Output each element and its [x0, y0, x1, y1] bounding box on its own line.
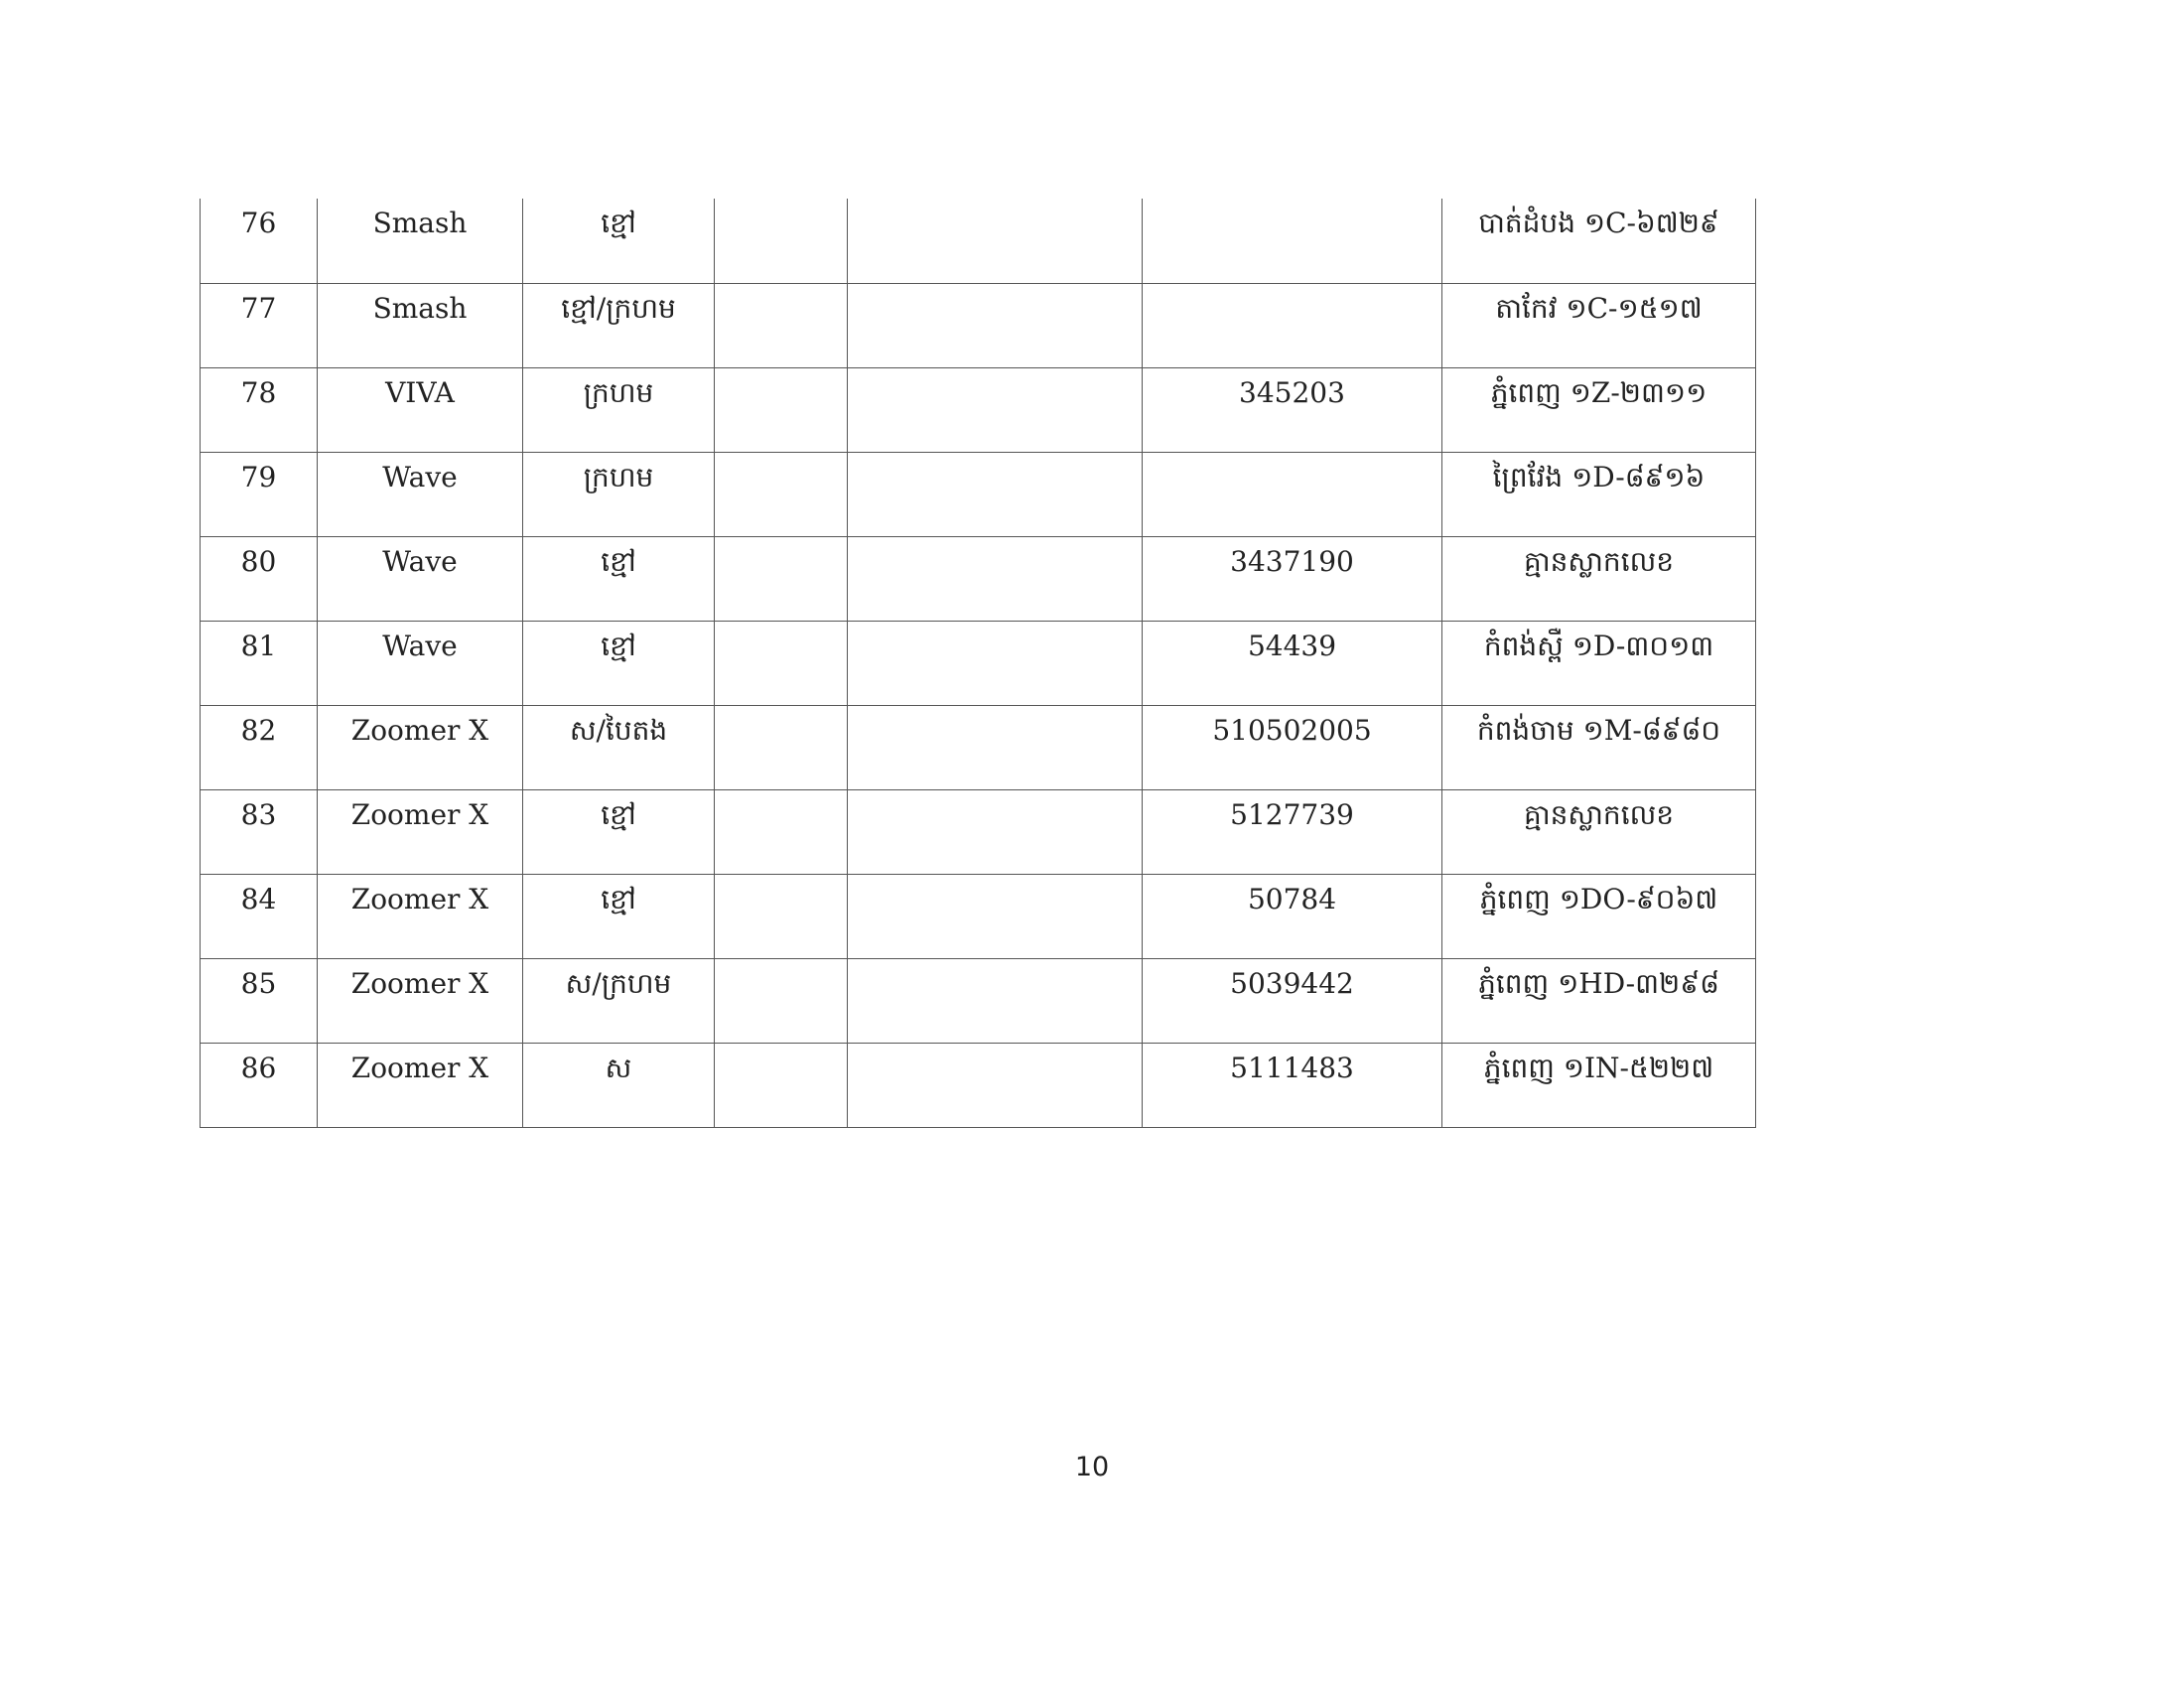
cell-serial-number: 5039442	[1143, 958, 1442, 1043]
cell-model: Zoomer X	[318, 705, 523, 789]
cell-color: ស/បៃតង	[523, 705, 715, 789]
cell-color: ខ្មៅ	[523, 874, 715, 958]
cell-blank-b	[848, 536, 1143, 621]
cell-color: ខ្មៅ/ក្រហម	[523, 283, 715, 367]
cell-plate: កំពង់ចាម ១M-៨៩៨០	[1442, 705, 1756, 789]
table-row	[201, 705, 1756, 789]
cell-blank-b	[848, 199, 1143, 283]
cell-number: 77	[201, 283, 318, 367]
cell-plate: ព្រៃវែង ១D-៨៩១៦	[1442, 452, 1756, 536]
cell-blank-a	[715, 199, 848, 283]
cell-number: 83	[201, 789, 318, 874]
cell-blank-a	[715, 789, 848, 874]
cell-blank-a	[715, 283, 848, 367]
cell-plate: គ្មានស្លាកលេខ	[1442, 789, 1756, 874]
cell-plate: ភ្នំពេញ ១HD-៣២៩៨	[1442, 958, 1756, 1043]
cell-model: Smash	[318, 283, 523, 367]
cell-blank-a	[715, 705, 848, 789]
cell-blank-a	[715, 958, 848, 1043]
cell-blank-a	[715, 452, 848, 536]
cell-plate: កំពង់ស្ពឺ ១D-៣០១៣	[1442, 621, 1756, 705]
cell-color: ស	[523, 1043, 715, 1127]
cell-color: ខ្មៅ	[523, 789, 715, 874]
table-row	[201, 452, 1756, 536]
cell-blank-b	[848, 621, 1143, 705]
cell-blank-a	[715, 1043, 848, 1127]
cell-blank-b	[848, 283, 1143, 367]
page-number: 10	[1074, 1452, 1110, 1482]
cell-color: ក្រហម	[523, 367, 715, 452]
cell-number: 80	[201, 536, 318, 621]
cell-plate: បាត់ដំបង ១C-៦៧២៩	[1442, 199, 1756, 283]
cell-model: Wave	[318, 621, 523, 705]
cell-blank-b	[848, 958, 1143, 1043]
table-row	[201, 958, 1756, 1043]
cell-color: ខ្មៅ	[523, 621, 715, 705]
cell-plate: ភ្នំពេញ ១DO-៩០៦៧	[1442, 874, 1756, 958]
cell-blank-a	[715, 621, 848, 705]
cell-blank-b	[848, 367, 1143, 452]
cell-serial-number	[1143, 283, 1442, 367]
table-body	[201, 199, 1756, 1127]
cell-serial-number	[1143, 199, 1442, 283]
records-table-container	[200, 199, 1756, 1128]
cell-plate: ភ្នំពេញ ១Z-២៣១១	[1442, 367, 1756, 452]
cell-model: Zoomer X	[318, 789, 523, 874]
cell-plate: គ្មានស្លាកលេខ	[1442, 536, 1756, 621]
cell-blank-b	[848, 452, 1143, 536]
cell-number: 86	[201, 1043, 318, 1127]
cell-model: Zoomer X	[318, 874, 523, 958]
cell-serial-number: 5111483	[1143, 1043, 1442, 1127]
cell-blank-a	[715, 874, 848, 958]
table-row	[201, 789, 1756, 874]
cell-serial-number	[1143, 452, 1442, 536]
cell-color: ស/ក្រហម	[523, 958, 715, 1043]
cell-model: VIVA	[318, 367, 523, 452]
table-row	[201, 621, 1756, 705]
cell-color: ខ្មៅ	[523, 536, 715, 621]
cell-model: Zoomer X	[318, 1043, 523, 1127]
cell-blank-a	[715, 536, 848, 621]
table-row	[201, 874, 1756, 958]
cell-model: Smash	[318, 199, 523, 283]
cell-blank-b	[848, 874, 1143, 958]
table-row	[201, 199, 1756, 283]
table-row	[201, 367, 1756, 452]
cell-serial-number: 345203	[1143, 367, 1442, 452]
cell-blank-a	[715, 367, 848, 452]
cell-color: ក្រហម	[523, 452, 715, 536]
cell-model: Zoomer X	[318, 958, 523, 1043]
records-table	[200, 199, 1756, 1128]
cell-plate: តាកែវ ១C-១៥១៧	[1442, 283, 1756, 367]
cell-blank-b	[848, 1043, 1143, 1127]
cell-serial-number: 50784	[1143, 874, 1442, 958]
cell-model: Wave	[318, 452, 523, 536]
cell-serial-number: 510502005	[1143, 705, 1442, 789]
cell-serial-number: 54439	[1143, 621, 1442, 705]
cell-blank-b	[848, 705, 1143, 789]
cell-number: 79	[201, 452, 318, 536]
cell-blank-b	[848, 789, 1143, 874]
cell-number: 85	[201, 958, 318, 1043]
cell-serial-number: 3437190	[1143, 536, 1442, 621]
cell-serial-number: 5127739	[1143, 789, 1442, 874]
cell-number: 82	[201, 705, 318, 789]
cell-color: ខ្មៅ	[523, 199, 715, 283]
cell-number: 84	[201, 874, 318, 958]
cell-number: 76	[201, 199, 318, 283]
cell-number: 78	[201, 367, 318, 452]
cell-plate: ភ្នំពេញ ១IN-៥២២៧	[1442, 1043, 1756, 1127]
table-row	[201, 536, 1756, 621]
cell-model: Wave	[318, 536, 523, 621]
cell-number: 81	[201, 621, 318, 705]
table-row	[201, 1043, 1756, 1127]
table-row	[201, 283, 1756, 367]
